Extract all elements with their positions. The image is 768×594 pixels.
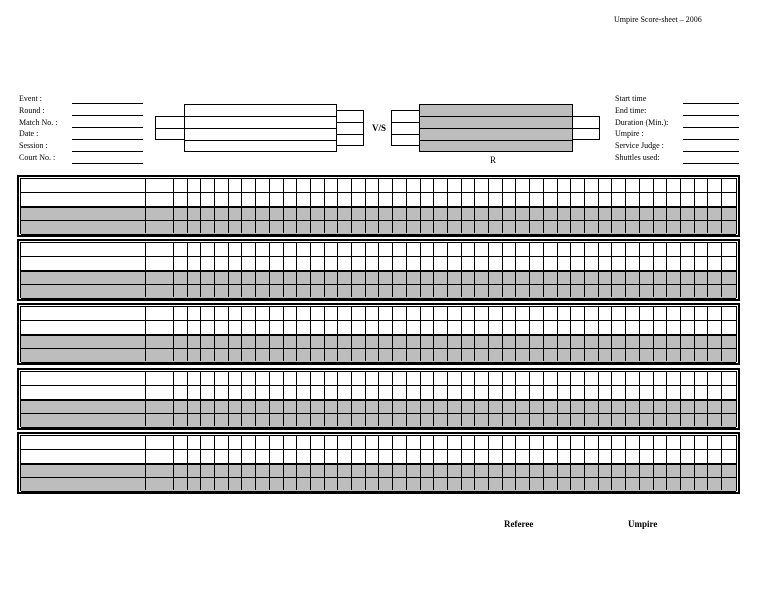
score-column-line (666, 179, 667, 233)
name-column-divider (145, 372, 146, 426)
score-column-line (584, 436, 585, 490)
score-column-line (625, 179, 626, 233)
score-column-line (433, 179, 434, 233)
score-column-line (515, 436, 516, 490)
session-field[interactable] (72, 151, 143, 152)
score-column-line (625, 307, 626, 361)
score-column-line (337, 243, 338, 297)
court-no-field[interactable] (72, 163, 143, 164)
score-column-line (474, 372, 475, 426)
score-column-line (187, 307, 188, 361)
round-label: Round : (19, 106, 45, 115)
score-column-line (694, 243, 695, 297)
left-score-divider-1 (336, 122, 364, 123)
score-column-line (611, 179, 612, 233)
umpire-field[interactable] (683, 139, 739, 140)
score-column-line (721, 179, 722, 233)
score-column-line (707, 436, 708, 490)
score-column-line (433, 436, 434, 490)
end-time-field[interactable] (683, 115, 739, 116)
score-column-line (324, 179, 325, 233)
score-column-line (570, 372, 571, 426)
score-column-line (515, 179, 516, 233)
score-column-line (598, 372, 599, 426)
score-column-line (337, 372, 338, 426)
score-column-line (365, 372, 366, 426)
score-column-line (611, 372, 612, 426)
score-column-line (173, 243, 174, 297)
score-column-line (447, 372, 448, 426)
left-team-line-1 (184, 116, 337, 117)
score-column-line (653, 307, 654, 361)
round-field[interactable] (72, 115, 143, 116)
score-column-line (200, 307, 201, 361)
score-column-line (255, 436, 256, 490)
score-column-line (269, 307, 270, 361)
umpire-label: Umpire : (615, 129, 644, 138)
score-column-line (420, 372, 421, 426)
session-label: Session : (19, 141, 48, 150)
score-column-line (228, 372, 229, 426)
score-column-line (324, 243, 325, 297)
score-column-line (707, 307, 708, 361)
game-grid-inner (20, 178, 737, 234)
score-column-line (241, 243, 242, 297)
score-column-line (515, 372, 516, 426)
event-label: Event : (19, 94, 42, 103)
score-column-line (173, 372, 174, 426)
score-column-line (378, 179, 379, 233)
score-column-line (324, 372, 325, 426)
umpire-signature-label: Umpire (628, 519, 658, 529)
left-score-divider-2 (336, 134, 364, 135)
score-column-line (598, 436, 599, 490)
score-column-line (557, 436, 558, 490)
right-team-line-3 (419, 140, 573, 141)
score-column-line (433, 372, 434, 426)
score-column-line (214, 307, 215, 361)
score-column-line (461, 243, 462, 297)
score-column-line (214, 436, 215, 490)
score-column-line (296, 436, 297, 490)
left-score-tab (336, 110, 364, 146)
score-column-line (378, 436, 379, 490)
score-column-line (296, 243, 297, 297)
score-column-line (241, 372, 242, 426)
right-tab-divider (572, 128, 600, 129)
match-no-label: Match No. : (19, 118, 58, 127)
score-column-line (611, 243, 612, 297)
score-column-line (269, 243, 270, 297)
left-team-line-3 (184, 140, 337, 141)
score-column-line (474, 307, 475, 361)
score-column-line (639, 243, 640, 297)
court-no-label: Court No. : (19, 153, 56, 162)
game-grid-1 (17, 175, 740, 237)
score-column-line (474, 243, 475, 297)
score-column-line (392, 179, 393, 233)
score-column-line (666, 307, 667, 361)
score-column-line (653, 372, 654, 426)
referee-signature-label: Referee (504, 519, 534, 529)
score-column-line (406, 307, 407, 361)
score-column-line (461, 436, 462, 490)
score-column-line (680, 307, 681, 361)
score-column-line (310, 307, 311, 361)
duration-field[interactable] (683, 127, 739, 128)
score-column-line (433, 307, 434, 361)
score-column-line (474, 436, 475, 490)
service-judge-field[interactable] (683, 151, 739, 152)
duration-label: Duration (Min.): (615, 118, 669, 127)
sheet-title: Umpire Score-sheet – 2006 (614, 15, 702, 24)
score-column-line (351, 436, 352, 490)
score-column-line (255, 372, 256, 426)
score-column-line (543, 436, 544, 490)
score-column-line (200, 372, 201, 426)
score-column-line (378, 372, 379, 426)
score-column-line (200, 436, 201, 490)
score-column-line (406, 179, 407, 233)
game-grid-3 (17, 303, 740, 365)
score-column-line (543, 243, 544, 297)
score-column-line (406, 436, 407, 490)
right-team-line-1 (419, 116, 573, 117)
score-column-line (447, 436, 448, 490)
score-column-line (283, 436, 284, 490)
game-grid-inner (20, 435, 737, 491)
score-column-line (324, 307, 325, 361)
score-column-line (474, 179, 475, 233)
score-column-line (365, 243, 366, 297)
score-column-line (529, 307, 530, 361)
score-column-line (351, 372, 352, 426)
score-column-line (241, 436, 242, 490)
score-column-line (570, 179, 571, 233)
score-column-line (310, 243, 311, 297)
score-column-line (337, 436, 338, 490)
score-column-line (488, 307, 489, 361)
score-column-line (228, 179, 229, 233)
score-column-line (310, 372, 311, 426)
score-column-line (420, 436, 421, 490)
score-column-line (351, 179, 352, 233)
score-column-line (296, 372, 297, 426)
shuttles-used-label: Shuttles used: (615, 153, 660, 162)
right-team-line-2 (419, 128, 573, 129)
service-judge-label: Service Judge : (615, 141, 664, 150)
left-tab-divider (155, 128, 185, 129)
score-column-line (269, 179, 270, 233)
score-column-line (598, 307, 599, 361)
score-column-line (502, 436, 503, 490)
score-column-line (214, 372, 215, 426)
score-column-line (269, 436, 270, 490)
score-column-line (680, 372, 681, 426)
score-column-line (721, 372, 722, 426)
name-column-divider (145, 436, 146, 490)
score-column-line (625, 436, 626, 490)
score-column-line (639, 372, 640, 426)
score-column-line (680, 179, 681, 233)
score-column-line (447, 243, 448, 297)
start-time-label: Start time (615, 94, 647, 103)
score-column-line (666, 372, 667, 426)
game-grid-4 (17, 368, 740, 430)
score-column-line (324, 436, 325, 490)
score-column-line (488, 436, 489, 490)
name-column-divider (145, 179, 146, 233)
score-column-line (283, 179, 284, 233)
score-column-line (639, 179, 640, 233)
score-column-line (187, 372, 188, 426)
score-column-line (214, 243, 215, 297)
score-column-line (707, 372, 708, 426)
score-column-line (502, 307, 503, 361)
score-column-line (707, 179, 708, 233)
score-column-line (529, 179, 530, 233)
score-column-line (488, 179, 489, 233)
score-column-line (365, 307, 366, 361)
game-grid-5 (17, 432, 740, 494)
score-column-line (557, 307, 558, 361)
score-column-line (392, 372, 393, 426)
score-column-line (529, 243, 530, 297)
score-column-line (721, 436, 722, 490)
score-column-line (515, 307, 516, 361)
score-column-line (666, 243, 667, 297)
score-column-line (269, 372, 270, 426)
score-column-line (515, 243, 516, 297)
score-column-line (365, 179, 366, 233)
score-column-line (296, 307, 297, 361)
date-field[interactable] (72, 139, 143, 140)
name-column-divider (145, 307, 146, 361)
start-time-field[interactable] (683, 103, 739, 104)
game-grid-inner (20, 306, 737, 362)
score-column-line (502, 372, 503, 426)
score-column-line (296, 179, 297, 233)
score-column-line (447, 179, 448, 233)
score-column-line (653, 179, 654, 233)
score-column-line (707, 243, 708, 297)
score-column-line (378, 307, 379, 361)
score-column-line (584, 243, 585, 297)
score-column-line (488, 243, 489, 297)
event-field[interactable] (72, 103, 143, 104)
score-column-line (721, 243, 722, 297)
score-column-line (255, 179, 256, 233)
score-column-line (283, 243, 284, 297)
left-team-line-2 (184, 128, 337, 129)
score-column-line (200, 179, 201, 233)
score-column-line (557, 372, 558, 426)
score-column-line (173, 179, 174, 233)
score-column-line (241, 179, 242, 233)
score-column-line (570, 436, 571, 490)
score-column-line (488, 372, 489, 426)
end-time-label: End time: (615, 106, 647, 115)
score-column-line (694, 179, 695, 233)
score-column-line (433, 243, 434, 297)
score-column-line (365, 436, 366, 490)
score-column-line (639, 307, 640, 361)
score-column-line (529, 372, 530, 426)
score-column-line (611, 307, 612, 361)
score-column-line (543, 179, 544, 233)
score-column-line (255, 243, 256, 297)
score-column-line (461, 307, 462, 361)
score-column-line (611, 436, 612, 490)
score-column-line (187, 243, 188, 297)
right-team-label: R (490, 155, 497, 165)
score-column-line (502, 179, 503, 233)
score-column-line (447, 307, 448, 361)
versus-label: V/S (372, 123, 387, 133)
score-column-line (337, 307, 338, 361)
score-column-line (337, 179, 338, 233)
score-column-line (461, 179, 462, 233)
game-grid-inner (20, 242, 737, 298)
score-column-line (392, 307, 393, 361)
score-column-line (529, 436, 530, 490)
score-column-line (639, 436, 640, 490)
score-column-line (228, 436, 229, 490)
score-column-line (584, 179, 585, 233)
score-column-line (694, 372, 695, 426)
score-column-line (187, 179, 188, 233)
score-column-line (392, 436, 393, 490)
shuttles-used-field[interactable] (683, 163, 739, 164)
score-column-line (680, 243, 681, 297)
score-column-line (173, 307, 174, 361)
score-column-line (502, 243, 503, 297)
right-score-divider-1 (391, 122, 420, 123)
score-column-line (378, 243, 379, 297)
date-label: Date : (19, 129, 39, 138)
score-column-line (241, 307, 242, 361)
score-column-line (557, 243, 558, 297)
score-column-line (598, 243, 599, 297)
score-column-line (570, 307, 571, 361)
score-column-line (461, 372, 462, 426)
score-column-line (228, 307, 229, 361)
score-column-line (543, 372, 544, 426)
score-column-line (420, 179, 421, 233)
score-column-line (310, 436, 311, 490)
name-column-divider (145, 243, 146, 297)
score-column-line (543, 307, 544, 361)
score-column-line (625, 372, 626, 426)
score-column-line (283, 372, 284, 426)
score-column-line (351, 307, 352, 361)
score-column-line (228, 243, 229, 297)
score-column-line (625, 243, 626, 297)
score-column-line (173, 436, 174, 490)
score-column-line (653, 436, 654, 490)
score-column-line (694, 436, 695, 490)
score-column-line (406, 243, 407, 297)
game-grid-inner (20, 371, 737, 427)
score-column-line (598, 179, 599, 233)
score-column-line (680, 436, 681, 490)
score-column-line (283, 307, 284, 361)
score-column-line (666, 436, 667, 490)
score-column-line (420, 307, 421, 361)
score-column-line (584, 307, 585, 361)
score-column-line (420, 243, 421, 297)
score-column-line (214, 179, 215, 233)
score-column-line (721, 307, 722, 361)
score-column-line (653, 243, 654, 297)
score-column-line (351, 243, 352, 297)
score-column-line (200, 243, 201, 297)
score-column-line (392, 243, 393, 297)
right-score-tab (391, 110, 420, 146)
score-column-line (557, 179, 558, 233)
score-column-line (406, 372, 407, 426)
score-column-line (694, 307, 695, 361)
score-column-line (255, 307, 256, 361)
score-column-line (584, 372, 585, 426)
right-score-divider-2 (391, 134, 420, 135)
game-grid-2 (17, 239, 740, 301)
score-column-line (187, 436, 188, 490)
score-column-line (310, 179, 311, 233)
match-no-field[interactable] (72, 127, 143, 128)
score-column-line (570, 243, 571, 297)
